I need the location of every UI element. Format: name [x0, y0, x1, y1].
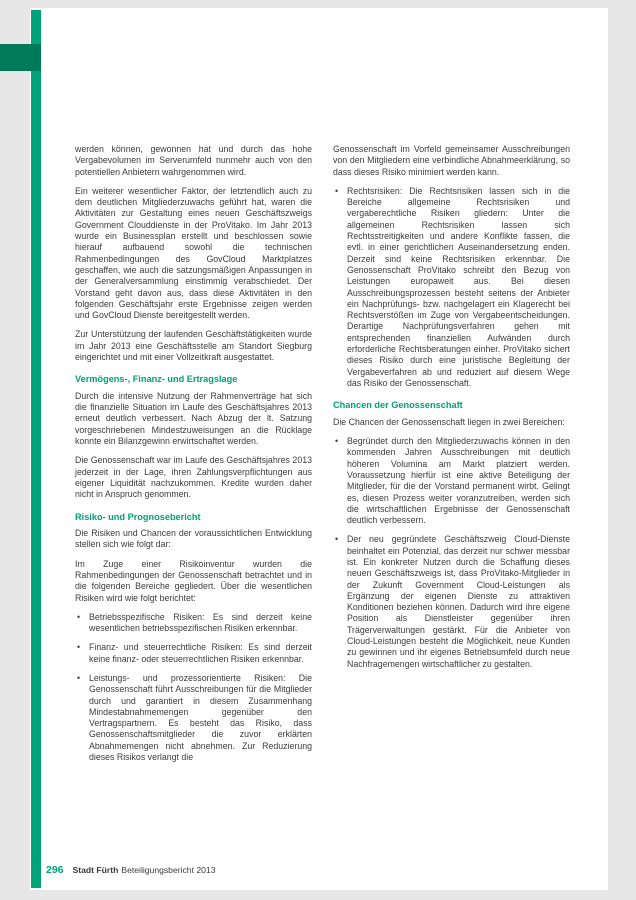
- paragraph: werden können, gewonnen hat und durch das hohe Vergabevolumen im Serverumfeld nunmehr auch von den potentiellen Anbietern wahrgenommen wird.: [75, 144, 312, 177]
- page-number: 296: [46, 864, 64, 876]
- chances-bullet-list: [333, 436, 570, 670]
- risk-bullet-list-continued: [333, 186, 570, 389]
- bullet-item: • Der neu gegründete Geschäftszweig Cloud-Dienste beinhaltet ein Potenzial, das derzeit nur schwer messbar ist. Ein konkreter Nutzen durch die Schaffung dieses neuen Geschäftszweigs ist, dass ProVitako-Mitglieder in der Zukunft Government Cloud-Leistungen als Ergänzung der eigenen Dienste zu attraktiven Konditionen beziehen können. Dadurch wird ihre eigene Position als Dienstleister gegenüber ihren Trägerverwaltungen gestärkt. Für die Anbieter von Cloud-Leistungen besteht die Möglichkeit, neue Kunden zu gewinnen und ihr eigenes Betriebsumfeld durch neue Nachfragemengen wirtschaftlicher zu gestalten.: [333, 534, 570, 670]
- footer-report-owner: Stadt Fürth: [72, 865, 119, 875]
- page-content: [75, 144, 570, 771]
- bullet-item: • Leistungs- und prozessorientierte Risiken: Die Genossenschaft führt Ausschreibungen für die Mitglieder durch und garantiert in diesem Zusammenhang Mindestabnahmemengen gegenüber den Vertragspartnern. Es besteht das Risiko, dass Genossenschaftsmitglieder die zuvor erklärten Abnahmemengen nicht abnehmen. Zur Reduzierung dieses Risikos verlangt die: [75, 673, 312, 763]
- chapter-edge-bar: [31, 10, 41, 888]
- chapter-tab-marker: [0, 44, 41, 71]
- section-heading-vermoegenslage: Vermögens-, Finanz- und Ertragslage: [75, 374, 238, 385]
- right-column: [333, 144, 570, 771]
- footer-report-title: Beteiligungsbericht 2013: [121, 865, 216, 875]
- paragraph: Die Chancen der Genossenschaft liegen in zwei Bereichen:: [333, 416, 565, 427]
- page-footer: [46, 864, 215, 876]
- paragraph: Im Zuge einer Risikoinventur wurden die Rahmenbedingungen der Genossenschaft betrachtet und in die folgenden Bereiche gegliedert. Über die wesentlichen Risiken wird wie folgt berichtet:: [75, 558, 312, 603]
- bullet-item: • Betriebsspezifische Risiken: Es sind derzeit keine wesentlichen betriebsspezifischen Risiken erkennbar.: [75, 612, 312, 635]
- paragraph: Durch die intensive Nutzung der Rahmenverträge hat sich die finanzielle Situation im Laufe des Geschäftsjahres 2013 erneut deutlich verbessert. Nach Abzug der lt. Satzung vorgeschriebenen Mindestzuweisungen an die Rücklage konnte ein Bilanzgewinn erwirtschaftet werden.: [75, 390, 312, 447]
- paragraph: Die Risiken und Chancen der voraussichtlichen Entwicklung stellen sich wie folgt dar:: [75, 528, 312, 550]
- risk-bullet-list: [75, 612, 312, 764]
- paragraph: Die Genossenschaft war im Laufe des Geschäftsjahres 2013 jederzeit in der Lage, ihren Zahlungsverpflichtungen aus eigener Liquidität nachzukommen. Kredite wurden daher nicht in Anspruch genommen.: [75, 455, 312, 500]
- left-column: [75, 144, 312, 771]
- paragraph: Zur Unterstützung der laufenden Geschäftstätigkeiten wurde im Jahr 2013 eine Geschäftsstelle am Standort Siegburg eingerichtet und mit einer Vollzeitkraft ausgestattet.: [75, 329, 312, 363]
- section-heading-risikobericht: Risiko- und Prognosebericht: [75, 511, 201, 522]
- paragraph: Ein weiterer wesentlicher Faktor, der letztendlich auch zu dem deutlichen Mitgliederzuwachs geführt hat, waren die Aktivitäten zur Gestaltung eines neuen Geschäftszweigs Government Clouddienste in der ProVitako. Im Jahr 2013 wurde ein Businessplan erstellt und beschlossen sowie hierauf aufbauend sowohl die technischen Rahmenbedingungen des GovCloud Marktplatzes geschaffen, wie auch die satzungsmäßigen Anpassungen in der Generalversammlung einstimmig verabschiedet. Der Vorstand geht davon aus, dass diese Aktivitäten in den folgenden Geschäftsjahr erste Ergebnisse zeigen werden und GovCloud Dienste bereitgestellt werden.: [75, 185, 312, 321]
- section-heading-chancen: Chancen der Genossenschaft: [333, 400, 463, 411]
- bullet-item: • Finanz- und steuerrechtliche Risiken: Es sind derzeit keine finanz- oder steuerrechtlichen Risiken erkennbar.: [75, 642, 312, 665]
- document-page: [30, 8, 608, 890]
- paragraph: Genossenschaft im Vorfeld gemeinsamer Ausschreibungen von den Mitgliedern eine verbindliche Abnahmeerklärung, so dass dieses Risiko minimiert werden kann.: [333, 144, 570, 177]
- bullet-item: • Rechtsrisiken: Die Rechtsrisiken lassen sich in die Bereiche allgemeine Rechtsrisiken und vergaberechtliche Risiken gliedern: Unter die allgemeinen Rechtsrisiken lassen sich Rechtsstreitigkeiten und andere Konflikte fassen, die evtl. in einer gerichtlichen Auseinandersetzung enden. Derzeit sind keine Rechtsrisiken erkennbar. Die Genossenschaft ProVitako schreibt den Bezug von Leistungen europaweit aus. Bei diesen Ausschreibungsprozessen besteht seitens der Anbieter ein Nachprüfungs- bzw. nachgelagert ein Klagerecht bei Rechtsverstößen im Zuge von Vergabeentscheidungen. Derartige Nachprüfungsverfahren gehen mit entsprechenden finanziellen Aufwänden durch erforderliche Rechtsberatungen einher. ProVitako sichert dieses Risiko durch eine juristische Begleitung der Vergabeverfahren ab und reduziert auf diesem Wege das Risiko der Genossenschaft.: [333, 186, 570, 389]
- bullet-item: • Begründet durch den Mitgliederzuwachs können in den kommenden Jahren Ausschreibungen mit deutlich höheren Volumina am Markt platziert werden. Voraussetzung hierfür ist eine aktive Beteiligung der Mitglieder, für die der Vorstand permanent wirbt. Gelingt es, diesen Prozess weiter voranzutreiben, werden sich die wirtschaftlichen Ergebnisse der Genossenschaft deutlich verbessern.: [333, 436, 570, 526]
